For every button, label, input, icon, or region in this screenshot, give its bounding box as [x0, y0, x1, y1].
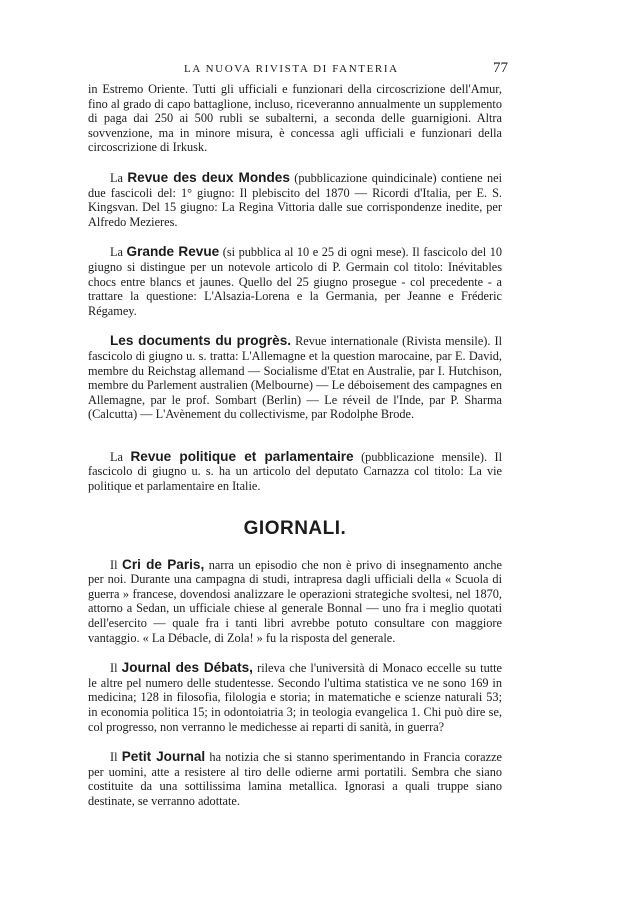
- paragraph-grande-revue: [88, 245, 502, 318]
- page-body: [88, 82, 502, 809]
- journal-title: Cri de Paris,: [122, 556, 205, 572]
- paragraph-text: (pubblicazione quindicinale) contiene nei due fascicoli del: 1° giugno: Il plebiscito del 1870 — Ricordi d'Italia, per E. S. Kingsvan. Del 15 giugno: La Regina Vittoria dalle sue corrispondenze inedite, per Alfredo Mezieres.: [88, 170, 503, 229]
- page-header: [88, 60, 508, 77]
- paragraph-continuation: [88, 82, 502, 155]
- paragraph-journal-des-debats: [88, 661, 502, 734]
- paragraph-prefix: Il: [110, 661, 122, 676]
- paragraph-prefix: La: [110, 170, 128, 185]
- paragraph-text: ha notizia che si stanno sperimentando in Francia corazze per uomini, atte a resistere al tiro delle odierne armi portatili. Sembra che siano costituite da una sottilissima lamina metallica. Ignorasi a quali truppe siano destinate, se verranno adottate.: [88, 750, 502, 808]
- section-title: GIORNALI.: [243, 517, 347, 539]
- paragraph-cri-de-paris: [88, 558, 502, 646]
- publication-title: Revue des deux Mondes: [127, 169, 290, 185]
- paragraph-text: (si pubblica al 10 e 25 di ogni mese). Il fascicolo del 10 giugno si distingue per un notevole articolo di P. Germain col titolo: Inévitables chocs entre blancs et jaunes. Quello del 25 giugno prosegue - col precedente - a trattare la questione: L'Alsazia-Lorena e la Germania, per Jeanne e Fréderic Régamey.: [88, 245, 503, 318]
- paragraph-prefix: La: [110, 449, 131, 464]
- paragraph-prefix: La: [110, 245, 127, 260]
- running-title: LA NUOVA RIVISTA DI FANTERIA: [184, 63, 399, 75]
- paragraph-text: in Estremo Oriente. Tutti gli ufficiali e funzionari della circoscrizione dell'Amur, fino al grado di capo battaglione, incluso, riceveranno annualmente un supplemento di paga dai 250 ai 500 rubli se subalterni, a seconda delle guarnigioni. Altra sovvenzione, ma in minore misura, è concessa agli ufficiali e funzionari della circoscrizione di Irkusk.: [88, 82, 502, 155]
- paragraph-revue-des-deux-mondes: [88, 171, 502, 229]
- paragraph-text: (pubblicazione mensile). Il fascicolo di giugno u. s. ha un articolo del deputato Carnazza col titolo: La vie politique et parlamentaire en Italie.: [88, 449, 502, 494]
- paragraph-prefix: Il: [110, 750, 122, 765]
- journal-title: Petit Journal: [121, 749, 206, 765]
- page-number: 77: [493, 60, 508, 76]
- paragraph-prefix: Il: [110, 557, 123, 572]
- paragraph-text: Revue internationale (Rivista mensile). Il fascicolo di giugno u. s. tratta: L'Allemagne et la question marocaine, par E. David, membre du Reichstag allemand — Socialisme d'Etat en Australie, par I. Hutchison, membre du Parlement australien (Melbourne) — Le déboisement des campagnes en Allemagne, par le prof. Sombart (Berlin) — Le réveil de l'Inde, par P. Sharma (Calcutta) — L'Avènement du collectivisme, par Rodolphe Brode.: [88, 334, 502, 422]
- publication-title: Grande Revue: [126, 244, 220, 260]
- publication-title: Revue politique et parlamentaire: [130, 448, 354, 464]
- paragraph-text: narra un episodio che non è privo di insegnamento anche per noi. Durante una campagna di studi, intrapresa dagli ufficiali della « Scuola di guerra » francese, dovendosi analizzare le operazioni strategiche svoltesi, nel 1870, attorno a Sedan, un ufficiale chiese al generale Bonnal — uno fra i meglio quotati dell'esercito — quale fra i tanti libri avrebbe potuto consultare con maggiore vantaggio. « La Débacle, di Zola! » fu la risposta del generale.: [88, 557, 502, 645]
- paragraph-documents-du-progres: [88, 334, 502, 422]
- publication-title: Les documents du progrès.: [110, 333, 292, 349]
- paragraph-text: rileva che l'università di Monaco eccelle su tutte le altre pel numero delle studentesse. Secondo l'ultima statistica ve ne sono 169 in medicina; 128 in filosofia, filologia e storia; in matematiche e scienze naturali 53; in economia politica 15; in odontoiatria 3; in teologia evangelica 1. Chi può dire se, col progresso, non verranno le medichesse ai reparti di sanità, in guerra?: [88, 661, 503, 734]
- journal-title: Journal des Débats,: [121, 660, 253, 676]
- paragraph-revue-politique: [88, 450, 502, 494]
- paragraph-petit-journal: [88, 750, 502, 808]
